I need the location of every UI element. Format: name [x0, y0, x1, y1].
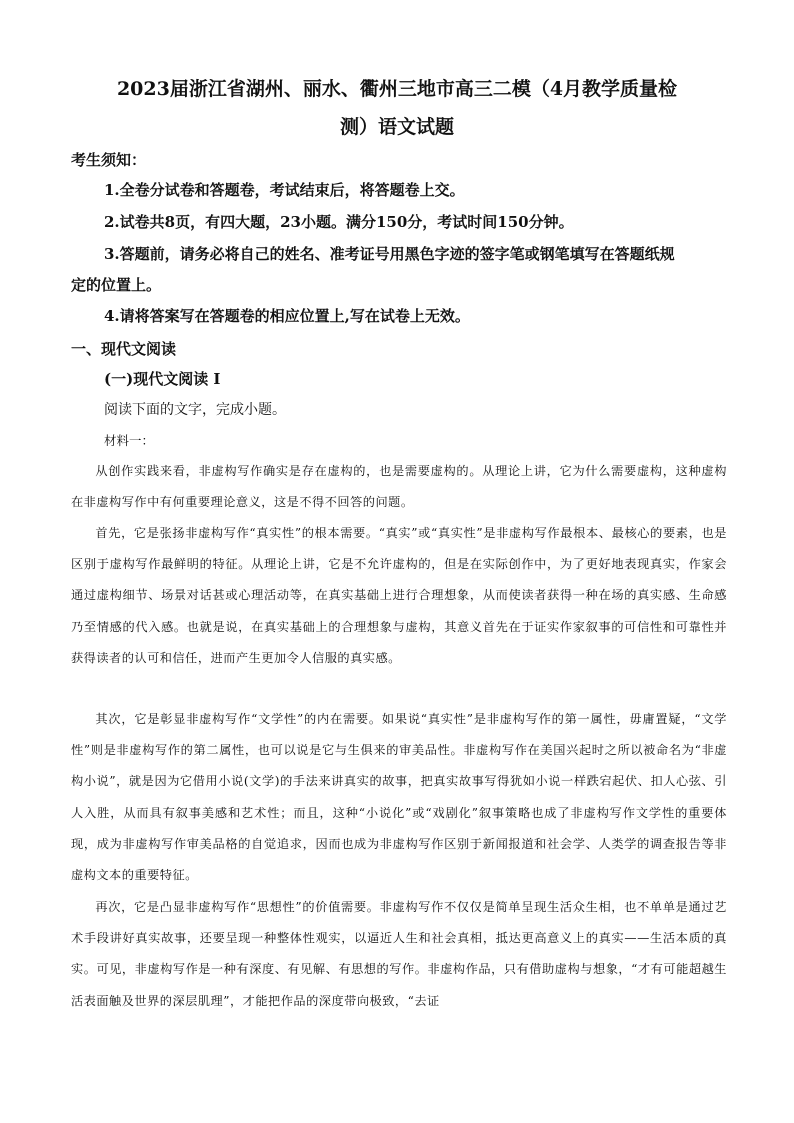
- reading-instruction: 阅读下面的文字，完成小题。: [104, 402, 286, 418]
- material-label: 材料一：: [104, 433, 155, 448]
- notice-heading: 考生须知：: [71, 151, 147, 169]
- paragraph: 再次，它是凸显非虚构写作“思想性”的价值需要。非虚构写作不仅仅是简单呈现生活众生相，也不单单是通过艺术手段讲好真实故事，还要呈现一种整体性观实，以逼近人生和社会真相，抵达更高意义上的真实——生活本质的真实。可见，非虚构写作是一种有深度、有见解、有思想的写作。非虚构作品，只有借助虚构与想象，“才有可能超越生活表面触及世界的深层肌理”，才能把作品的深度带向极致，“去证: [71, 900, 727, 1008]
- notice-item-1: 1.全卷分试卷和答题卷，考试结束后，将答题卷上交。: [104, 181, 465, 199]
- paragraph: 首先，它是张扬非虚构写作“真实性”的根本需要。“真实”或“真实性”是非虚构写作最根本、最核心的要素，也是区别于虚构写作最鲜明的特征。从理论上讲，它是不允许虚构的，但是在实际创作中，为了更好地表现真实，作家会通过虚构细节、场景对话甚或心理活动等，在真实基础上进行合理想象，从而使读者获得一种在场的真实感、生命感乃至情感的代入感。也就是说，在真实基础上的合理想象与虚构，其意义首先在于证实作家叙事的可信性和可靠性并获得读者的认可和信任，进而产生更加令人信服的真实感。: [71, 526, 727, 665]
- document-title-line2: 测）语文试题: [339, 116, 454, 138]
- document-title-line1: 2023届浙江省湖州、丽水、衢州三地市高三二模（4月教学质量检: [116, 78, 678, 100]
- notice-item-2: 2.试卷共8页，有四大题，23小题。满分150分，考试时间150分钟。: [104, 213, 574, 231]
- notice-item-4: 4.请将答案写在答题卷的相应位置上,写在试卷上无效。: [104, 307, 470, 325]
- paragraph: 其次，它是彰显非虚构写作“文学性”的内在需要。如果说“真实性”是非虚构写作的第一属性，毋庸置疑，“文学性”则是非虚构写作的第二属性，也可以说是它与生俱来的审美品性。非虚构写作在美国兴起时之所以被命名为“非虚构小说”，就是因为它借用小说(文学)的手法来讲真实的故事，把真实故事写得犹如小说一样跌宕起伏、扣人心弦、引人入胜，从而具有叙事美感和艺术性；而且，这种“小说化”或“戏剧化”叙事策略也成了非虚构写作文学性的重要体现，成为非虚构写作审美品格的自觉追求，因而也成为非虚构写作区别于新闻报道和社会学、人类学的调查报告等非虚构文本的重要特征。: [71, 712, 727, 883]
- subsection-heading: (一)现代文阅读 I: [104, 370, 221, 388]
- paragraph: 从创作实践来看，非虚构写作确实是存在虚构的，也是需要虚构的。从理论上讲，它为什么需要虚构，这种虚构在非虚构写作中有何重要理论意义，这是不得不回答的问题。: [71, 464, 727, 510]
- section-heading: 一、现代文阅读: [71, 340, 177, 358]
- notice-item-3-line2: 定的位置上。: [71, 276, 162, 294]
- notice-item-3-line1: 3.答题前，请务必将自己的姓名、准考证号用黑色字迹的签字笔或钢笔填写在答题纸规: [104, 245, 675, 263]
